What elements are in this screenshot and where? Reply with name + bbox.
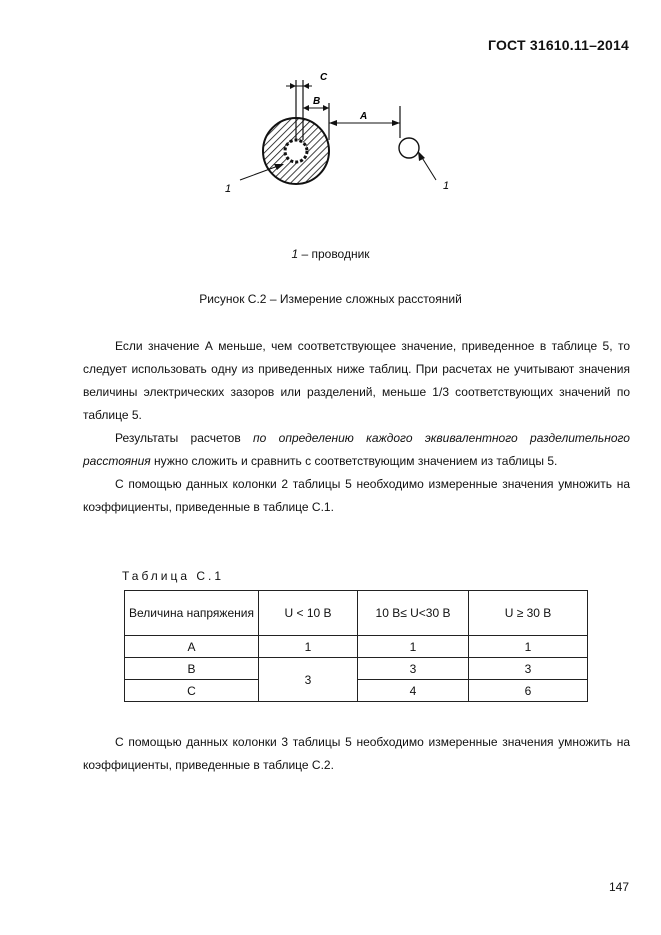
header-cell: U < 10 В: [259, 591, 358, 636]
table-cell: C: [125, 680, 259, 702]
table-cell: 4: [358, 680, 469, 702]
paragraph-4: С помощью данных колонки 3 таблицы 5 необходимо измеренные значения умножить на коэффициенты, приведенные в таблице С.2.: [83, 735, 630, 772]
label-ref-right: 1: [443, 180, 450, 192]
table-cell: 1: [469, 636, 588, 658]
table-header-row: [125, 591, 588, 636]
legend-text: – проводник: [298, 247, 370, 261]
table-cell: B: [125, 658, 259, 680]
paragraph-1: Если значение А меньше, чем соответствующее значение, приведенное в таблице 5, то следует использовать одну из приведенных ниже таблиц. При расчетах не учитывают значения величины электрических зазоров или разделений, меньше 1/3 соответствующих значений по таблице 5.: [83, 339, 630, 422]
paragraph-2: Результаты расчетов по определению каждого эквивалентного разделительного расстояния нужно сложить и сравнить с соответствующим значением из таблицы 5.: [83, 431, 630, 468]
label-a: A: [360, 111, 368, 122]
conductor-core: [285, 140, 307, 162]
table-cell-merged: 3: [259, 658, 358, 702]
table-cell: 1: [259, 636, 358, 658]
body-text-lower: [83, 731, 630, 777]
table-cell: 3: [469, 658, 588, 680]
body-text-upper: [83, 335, 630, 519]
document-id: ГОСТ 31610.11–2014: [488, 37, 629, 53]
header-cell: U ≥ 30 В: [469, 591, 588, 636]
figure-legend: [0, 247, 661, 261]
table-cell: 1: [358, 636, 469, 658]
paragraph-3: С помощью данных колонки 2 таблицы 5 необходимо измеренные значения умножить на коэффициенты, приведенные в таблице С.1.: [83, 477, 630, 514]
legend-number: 1: [291, 247, 299, 261]
table-row: [125, 658, 588, 680]
header-cell: 10 В≤ U<30 В: [358, 591, 469, 636]
table-cell: A: [125, 636, 259, 658]
header-cell: Величина напряжения: [125, 591, 259, 636]
table-c1: [124, 590, 588, 702]
label-c: C: [320, 72, 328, 83]
figure-caption: Рисунок С.2 – Измерение сложных расстояний: [199, 292, 462, 306]
label-ref-left: 1: [225, 183, 232, 195]
table-cell: 6: [469, 680, 588, 702]
table-row: [125, 636, 588, 658]
figure-c2: [200, 68, 480, 208]
right-conductor: [399, 138, 419, 158]
label-b: B: [313, 96, 321, 107]
page-number: 147: [608, 880, 629, 894]
table-caption: Таблица С.1: [122, 569, 225, 583]
table-cell: 3: [358, 658, 469, 680]
